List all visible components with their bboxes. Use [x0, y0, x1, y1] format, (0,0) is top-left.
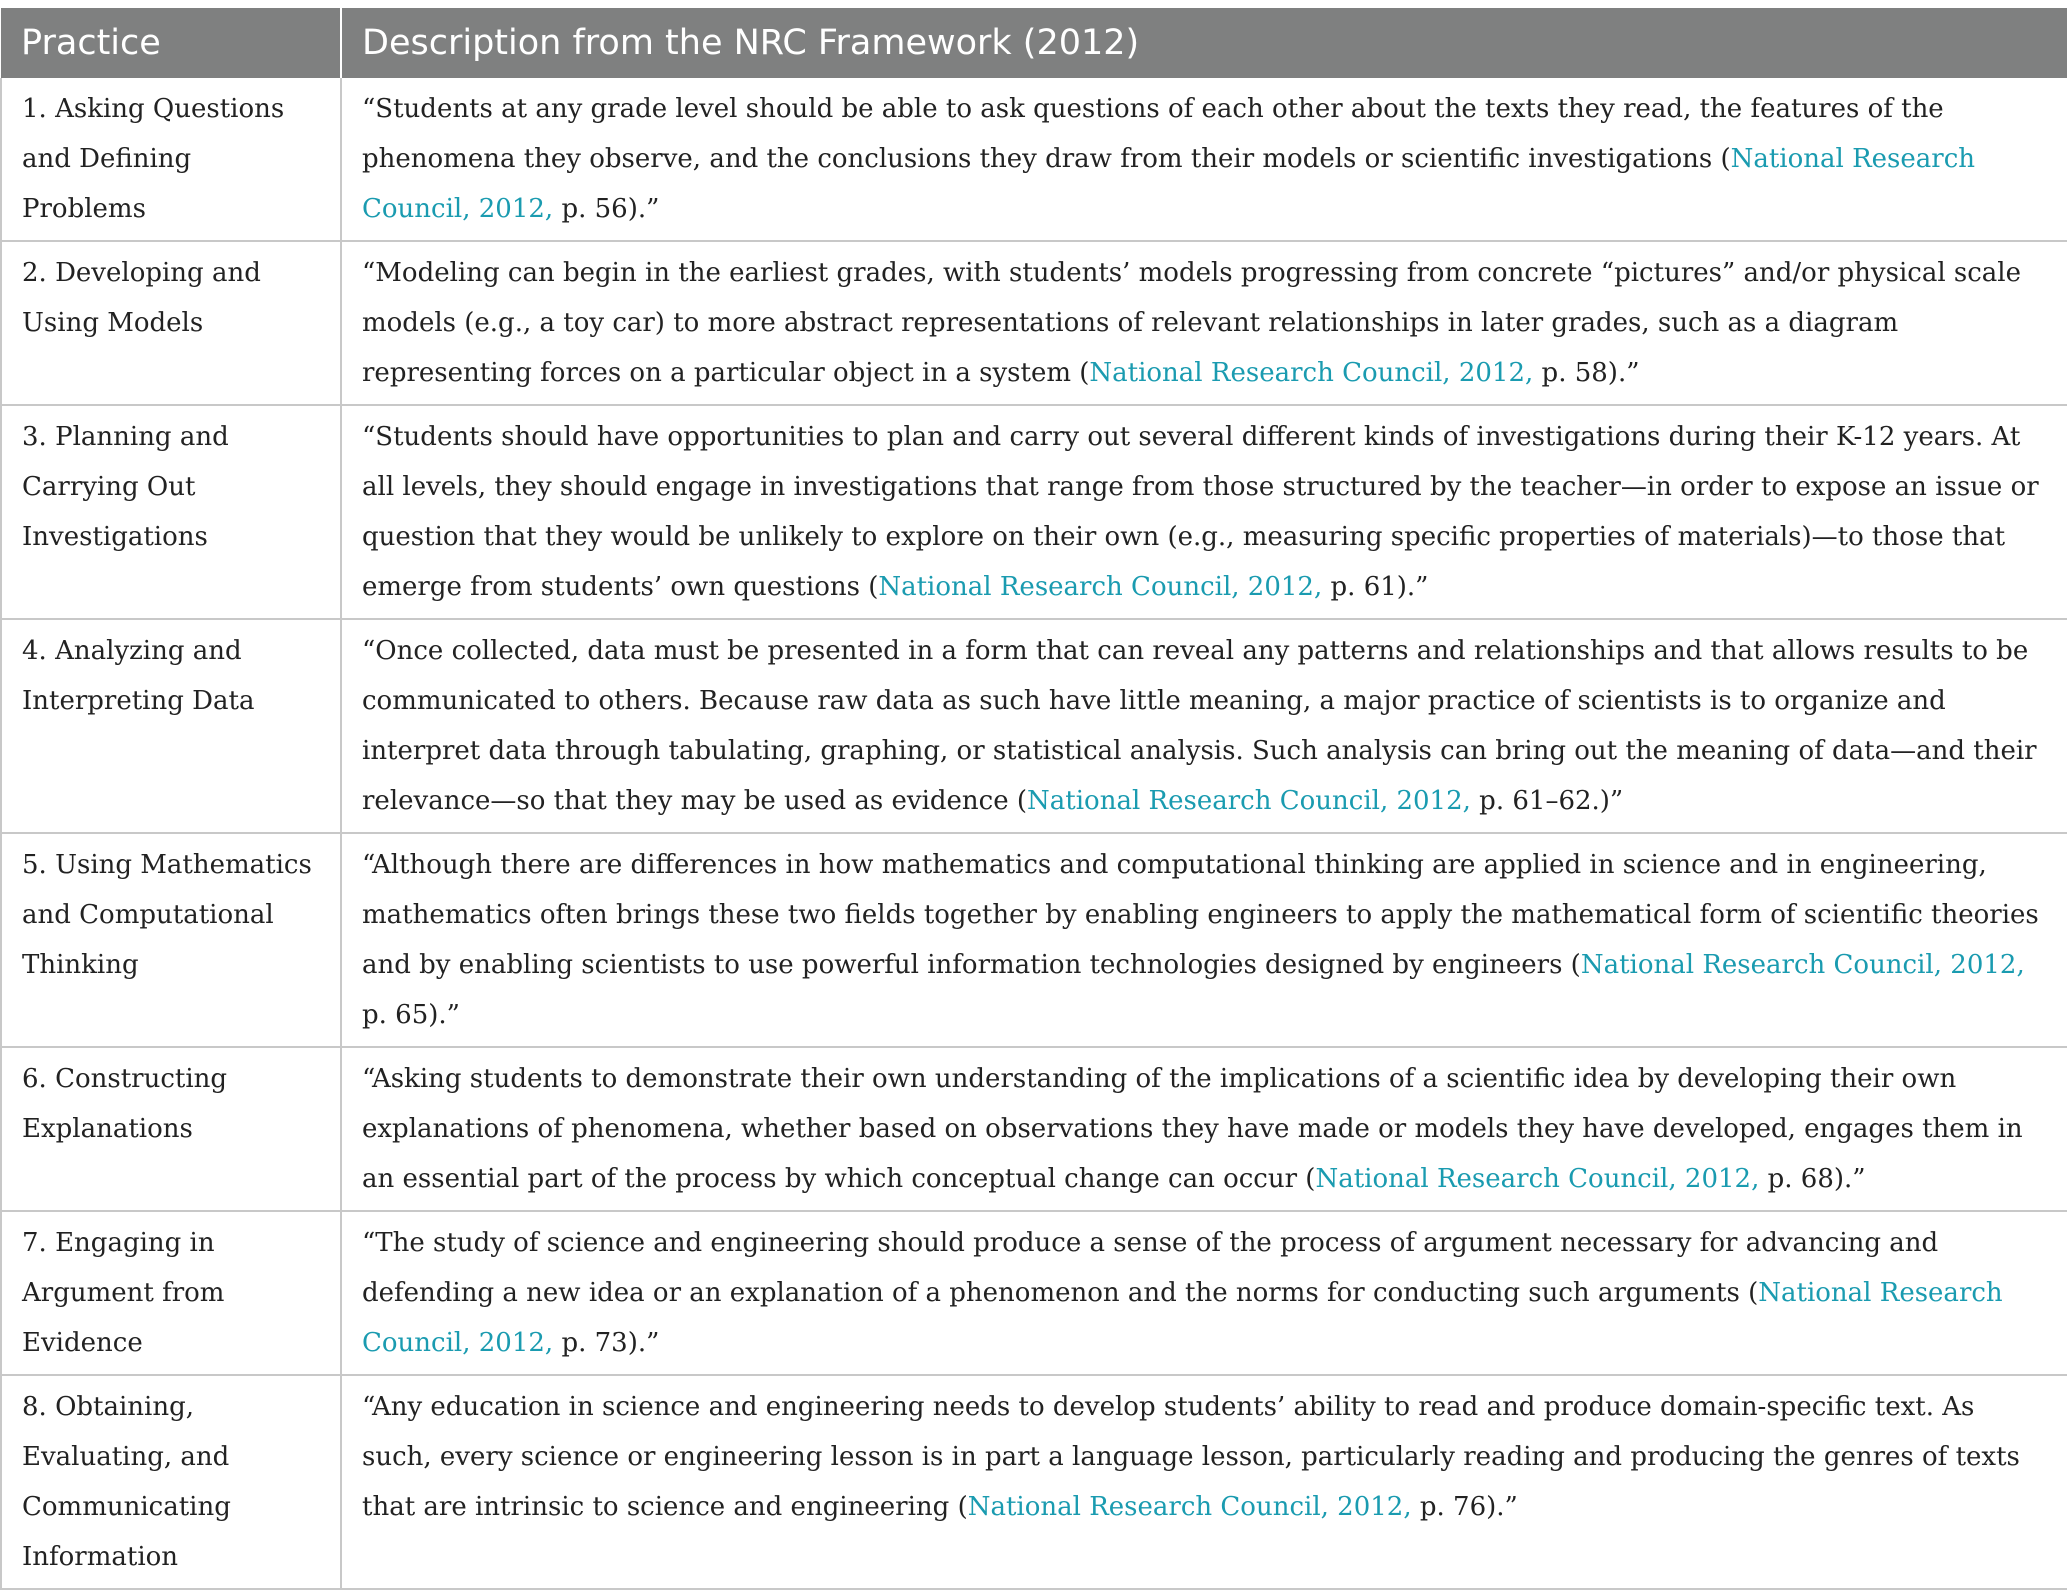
- table-row: [1, 1375, 2067, 1589]
- description-text: “Students at any grade level should be able to ask questions of each other about the texts they read, the features of the phenomena they observe, and the conclusions they draw from their models or scientific investigations (: [362, 94, 1944, 174]
- description-text: “Once collected, data must be presented in a form that can reveal any patterns and relationships and that allows results to be communicated to others. Because raw data as such have little meaning, a major practice of scientists is to organize and interpret data through tabulating, graphing, or statistical analysis. Such analysis can bring out the meaning of data—and their relevance—so that they may be used as evidence (: [362, 636, 2037, 816]
- table-row: [1, 405, 2067, 619]
- practice-cell: 5. Using Mathematics and Computational Thinking: [1, 833, 341, 1047]
- description-text-end: p. 56).”: [553, 194, 660, 224]
- citation-link[interactable]: National Research Council, 2012,: [362, 144, 1976, 224]
- citation-link[interactable]: National Research Council, 2012,: [1027, 786, 1471, 816]
- table-row: [1, 78, 2067, 241]
- description-cell: [341, 833, 2067, 1047]
- practice-cell: 7. Engaging in Argument from Evidence: [1, 1211, 341, 1375]
- citation-link[interactable]: National Research Council, 2012,: [1580, 950, 2025, 980]
- table-row: [1, 241, 2067, 405]
- practices-table-container: [0, 8, 2067, 1590]
- description-text-end: p. 58).”: [1533, 358, 1640, 388]
- table-row: [1, 1211, 2067, 1375]
- citation-link[interactable]: National Research Council, 2012,: [362, 1278, 2003, 1358]
- citation-link[interactable]: National Research Council, 2012,: [1315, 1164, 1760, 1194]
- practice-cell: 6. Constructing Explanations: [1, 1047, 341, 1211]
- description-text: “Students should have opportunities to plan and carry out several different kinds of investigations during their K-12 years. At all levels, they should engage in investigations that range from those structured by the teacher—in order to expose an issue or question that they would be unlikely to explore on their own (e.g., measuring specific properties of materials)—to those that emerge from students’ own questions (: [362, 422, 2039, 602]
- description-cell: [341, 78, 2067, 241]
- citation-link[interactable]: National Research Council, 2012,: [967, 1492, 1412, 1522]
- table-row: [1, 619, 2067, 833]
- description-text-end: p. 65).”: [362, 1000, 460, 1030]
- description-text: “Modeling can begin in the earliest grades, with students’ models progressing from concrete “pictures” and/or physical scale models (e.g., a toy car) to more abstract representations of relevant relationships in later grades, such as a diagram representing forces on a particular object in a system (: [362, 258, 2022, 388]
- header-description: Description from the NRC Framework (2012): [341, 8, 2067, 78]
- description-text-end: p. 61).”: [1322, 572, 1429, 602]
- citation-link[interactable]: National Research Council, 2012,: [1089, 358, 1534, 388]
- practice-cell: 2. Developing and Using Models: [1, 241, 341, 405]
- description-text-end: p. 68).”: [1759, 1164, 1866, 1194]
- citation-link[interactable]: National Research Council, 2012,: [878, 572, 1323, 602]
- description-cell: [341, 405, 2067, 619]
- description-text: “The study of science and engineering should produce a sense of the process of argument necessary for advancing and defending a new idea or an explanation of a phenomenon and the norms for conducting such arguments (: [362, 1228, 1939, 1308]
- table-row: [1, 833, 2067, 1047]
- practice-cell: 1. Asking Questions and Defining Problems: [1, 78, 341, 241]
- description-cell: [341, 1047, 2067, 1211]
- practice-cell: 3. Planning and Carrying Out Investigations: [1, 405, 341, 619]
- description-text-end: p. 73).”: [553, 1328, 660, 1358]
- practices-table: [0, 8, 2067, 1590]
- description-cell: [341, 1375, 2067, 1589]
- table-header: [1, 8, 2067, 78]
- header-row: [1, 8, 2067, 78]
- table-body: [1, 78, 2067, 1589]
- practice-cell: 8. Obtaining, Evaluating, and Communicating Information: [1, 1375, 341, 1589]
- practice-cell: 4. Analyzing and Interpreting Data: [1, 619, 341, 833]
- description-text-end: p. 61–62.)”: [1470, 786, 1624, 816]
- description-text: “Although there are differences in how mathematics and computational thinking are applied in science and in engineering, mathematics often brings these two fields together by enabling engineers to apply the mathematical form of scientific theories and by enabling scientists to use powerful information technologies designed by engineers (: [362, 850, 2039, 980]
- table-row: [1, 1047, 2067, 1211]
- description-cell: [341, 619, 2067, 833]
- description-text-end: p. 76).”: [1411, 1492, 1518, 1522]
- header-practice: Practice: [1, 8, 341, 78]
- description-text: “Any education in science and engineering needs to develop students’ ability to read and produce domain-specific text. As such, every science or engineering lesson is in part a language lesson, particularly reading and producing the genres of texts that are intrinsic to science and engineering (: [362, 1392, 2020, 1522]
- description-cell: [341, 1211, 2067, 1375]
- description-cell: [341, 241, 2067, 405]
- description-text: “Asking students to demonstrate their own understanding of the implications of a scientific idea by developing their own explanations of phenomena, whether based on observations they have made or models they have developed, engages them in an essential part of the process by which conceptual change can occur (: [362, 1064, 2023, 1194]
